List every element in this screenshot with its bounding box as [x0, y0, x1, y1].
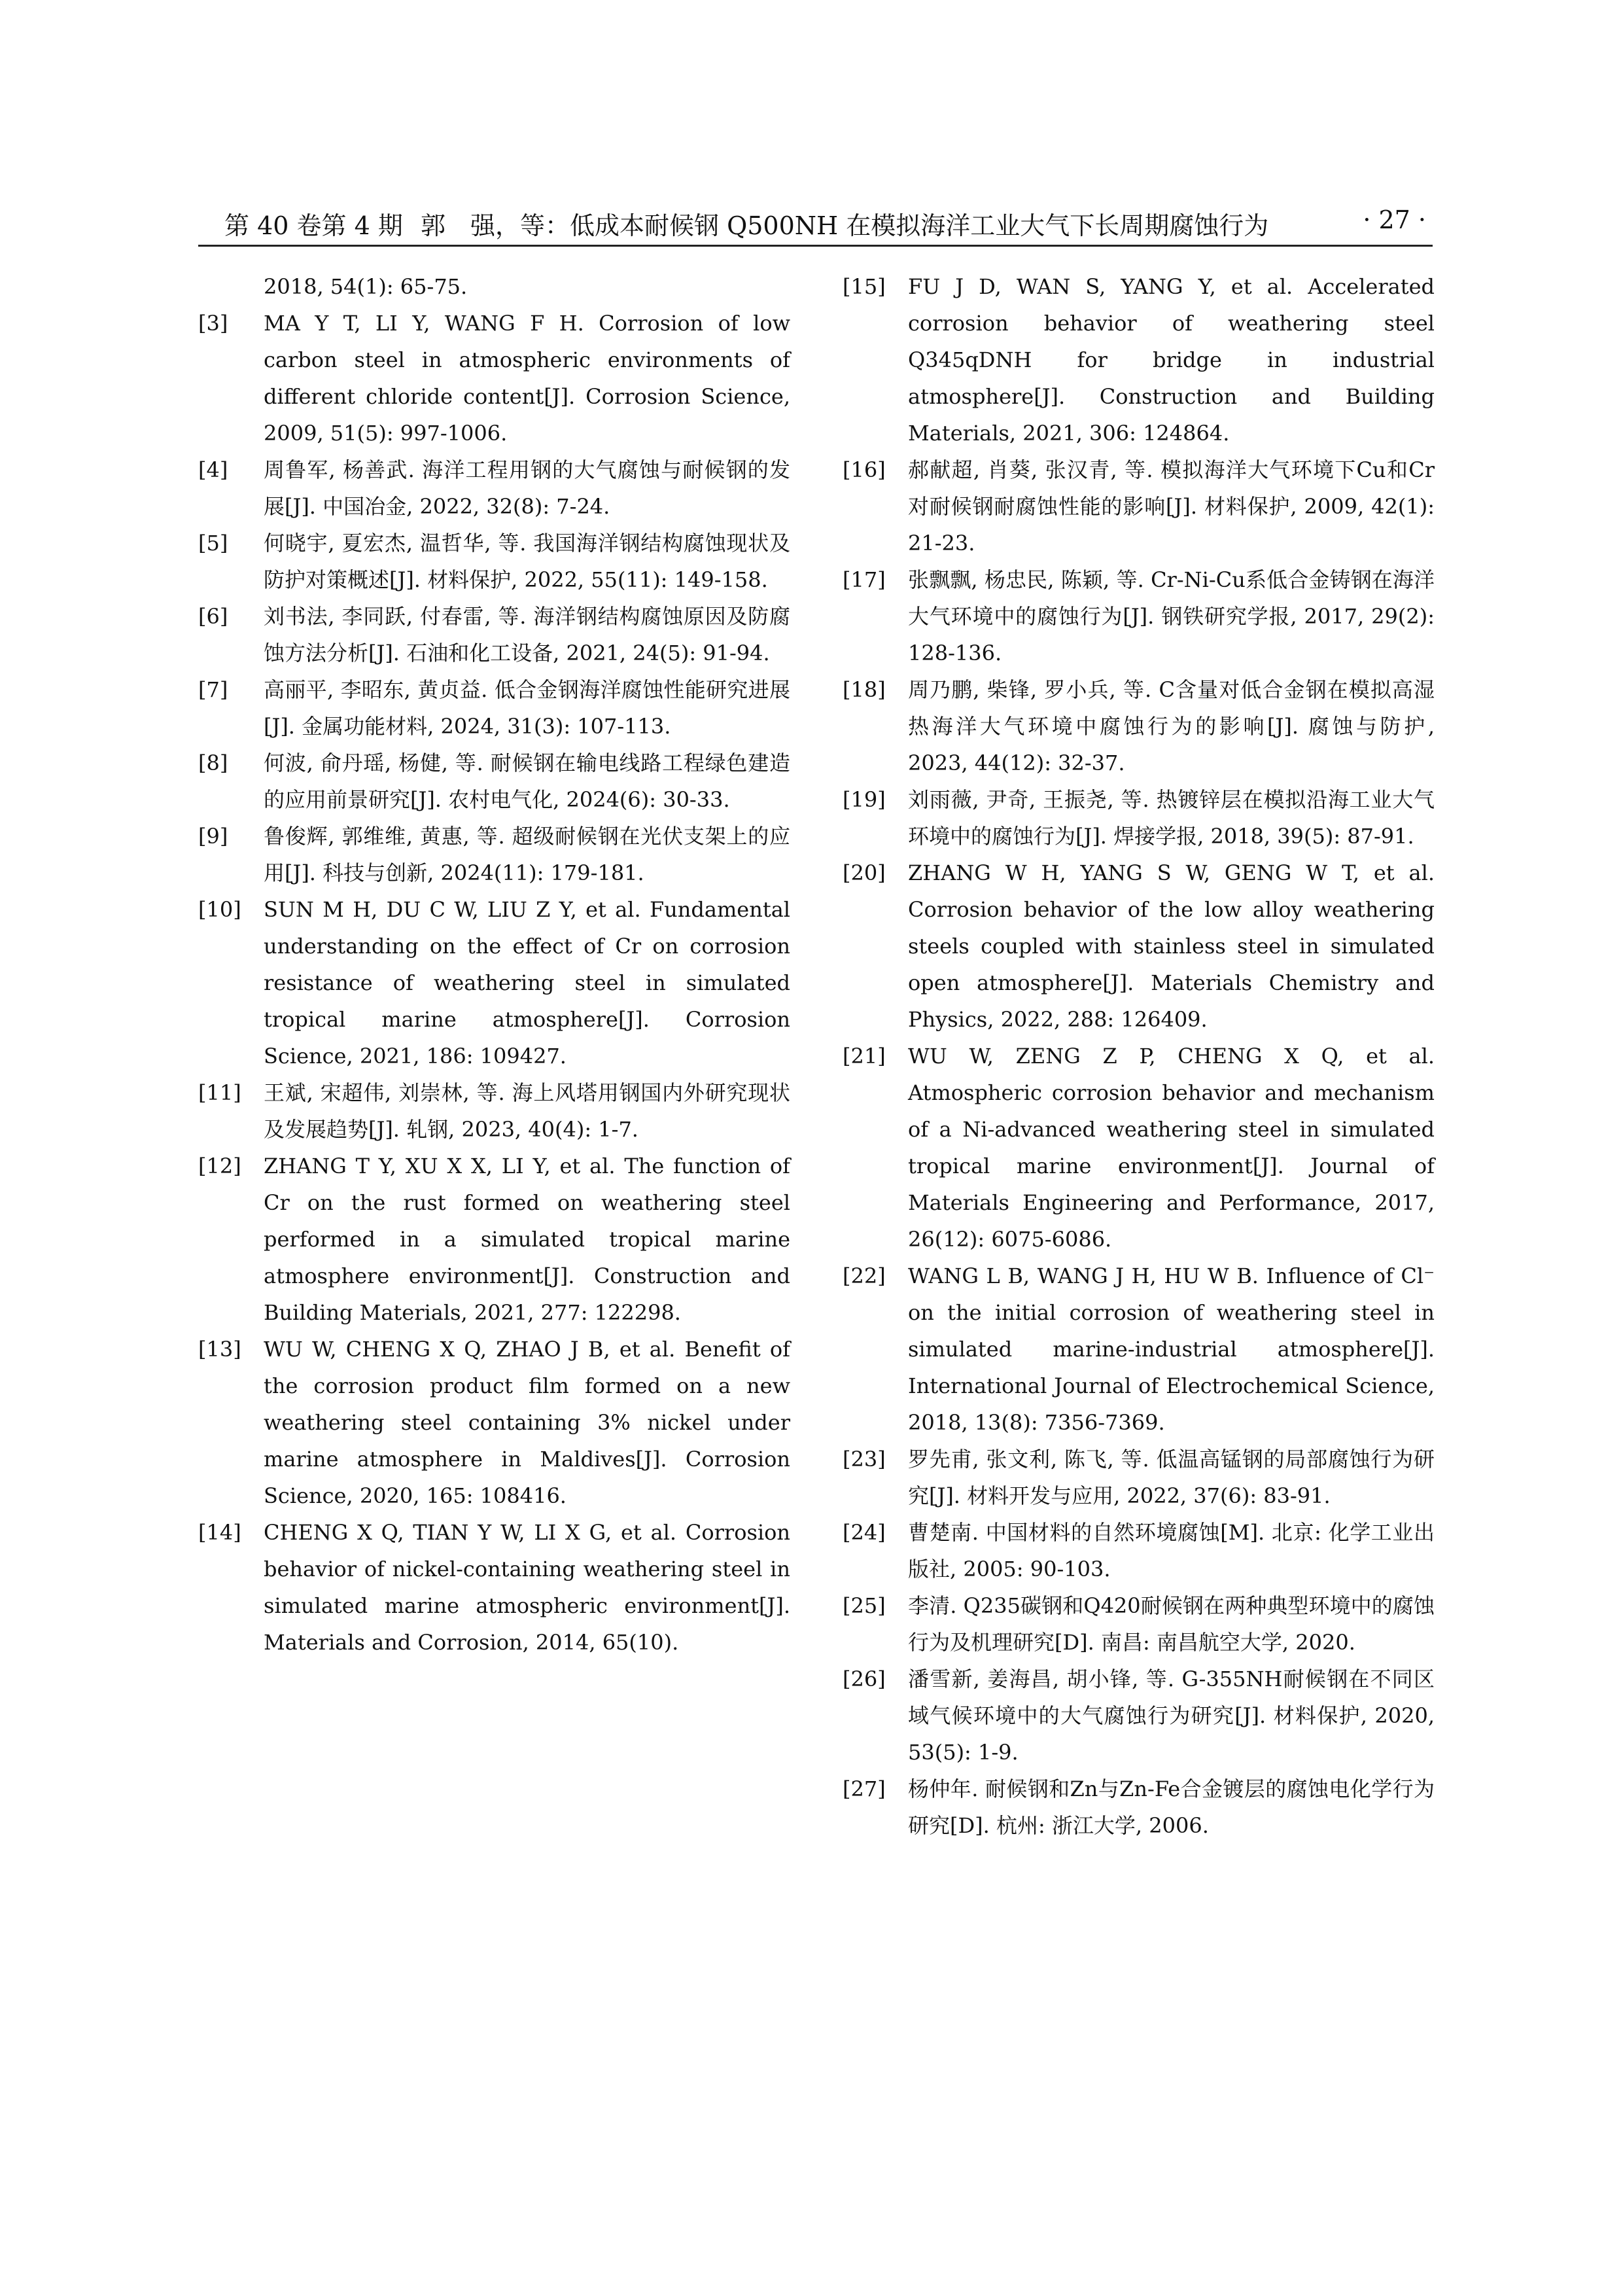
- reference-text: 刘雨薇, 尹奇, 王振尧, 等. 热镀锌层在模拟沿海工业大气环境中的腐蚀行为[J]. 焊接学报, 2018, 39(5): 87-91.: [908, 787, 1435, 849]
- reference-entry: [843, 1587, 1435, 1661]
- reference-number: [20]: [843, 860, 886, 885]
- reference-number: [17]: [843, 567, 886, 592]
- reference-entry: [198, 305, 790, 451]
- reference-text: 鲁俊辉, 郭维维, 黄惠, 等. 超级耐候钢在光伏支架上的应用[J]. 科技与创新, 2024(11): 179-181.: [264, 824, 790, 885]
- journal-issue: 第 40 卷第 4 期: [224, 211, 403, 240]
- reference-number: [12]: [198, 1154, 241, 1178]
- reference-entry: [843, 1258, 1435, 1441]
- reference-number: [6]: [198, 604, 228, 629]
- reference-number: [7]: [198, 677, 228, 702]
- reference-entry: [843, 855, 1435, 1038]
- reference-entry: [198, 1148, 790, 1331]
- reference-text: 刘书法, 李同跃, 付春雷, 等. 海洋钢结构腐蚀原因及防腐蚀方法分析[J]. 石油和化工设备, 2021, 24(5): 91-94.: [264, 604, 790, 665]
- reference-number: [5]: [198, 531, 228, 556]
- reference-continuation: 2018, 54(1): 65-75.: [264, 274, 468, 299]
- reference-entry: [198, 1074, 790, 1148]
- reference-number: [26]: [843, 1667, 886, 1691]
- reference-entry: [843, 1441, 1435, 1514]
- reference-entry: [843, 268, 1435, 451]
- reference-entry: [198, 451, 790, 525]
- reference-text: 何波, 俞丹瑶, 杨健, 等. 耐候钢在输电线路工程绿色建造的应用前景研究[J]. 农村电气化, 2024(6): 30-33.: [264, 751, 790, 812]
- reference-number: [21]: [843, 1044, 886, 1069]
- reference-number: [11]: [198, 1080, 241, 1105]
- reference-number: [25]: [843, 1593, 886, 1618]
- reference-entry: [843, 671, 1435, 781]
- reference-number: [14]: [198, 1520, 241, 1545]
- reference-text: CHENG X Q, TIAN Y W, LI X G, et al. Corrosion behavior of nickel-containing weathering steel in simulated marine atmospheric environment[J]. Materials and Corrosion, 2014, 65(10).: [264, 1520, 790, 1655]
- reference-entry: [198, 671, 790, 745]
- reference-text: FU J D, WAN S, YANG Y, et al. Accelerated corrosion behavior of weathering steel Q345qDNH for bridge in industrial atmosphere[J]. Construction and Building Materials, 2021, 306: 124864.: [908, 274, 1435, 446]
- reference-number: [4]: [198, 457, 228, 482]
- reference-text: 王斌, 宋超伟, 刘崇林, 等. 海上风塔用钢国内外研究现状及发展趋势[J]. 轧钢, 2023, 40(4): 1-7.: [264, 1080, 790, 1142]
- reference-text: MA Y T, LI Y, WANG F H. Corrosion of low carbon steel in atmospheric environments of different chloride content[J]. Corrosion Science, 2009, 51(5): 997-1006.: [264, 311, 790, 446]
- reference-text: 罗先甫, 张文利, 陈飞, 等. 低温高锰钢的局部腐蚀行为研究[J]. 材料开发与应用, 2022, 37(6): 83-91.: [908, 1447, 1435, 1508]
- reference-entry: [843, 561, 1435, 671]
- reference-number: [16]: [843, 457, 886, 482]
- reference-entry: [198, 1331, 790, 1514]
- reference-entry: [843, 1661, 1435, 1771]
- reference-text: 杨仲年. 耐候钢和Zn与Zn-Fe合金镀层的腐蚀电化学行为研究[D]. 杭州: 浙江大学, 2006.: [908, 1776, 1435, 1838]
- reference-entry: [843, 781, 1435, 855]
- reference-number: [13]: [198, 1337, 241, 1362]
- reference-entry: [198, 891, 790, 1074]
- reference-entry: [198, 525, 790, 598]
- reference-number: [19]: [843, 787, 886, 812]
- reference-text: WANG L B, WANG J H, HU W B. Influence of Cl⁻ on the initial corrosion of weathering steel in simulated marine-industrial atmosphere[J]. International Journal of Electrochemical Science, 2018, 13(8): 7356-7369.: [908, 1263, 1435, 1435]
- reference-text: WU W, ZENG Z P, CHENG X Q, et al. Atmospheric corrosion behavior and mechanism of a Ni-advanced weathering steel in simulated tropical marine environment[J]. Journal of Materials Engineering and Performance, 2017, 26(12): 6075-6086.: [908, 1044, 1435, 1252]
- reference-text: 周鲁军, 杨善武. 海洋工程用钢的大气腐蚀与耐候钢的发展[J]. 中国冶金, 2022, 32(8): 7-24.: [264, 457, 790, 519]
- reference-entry: [843, 1771, 1435, 1844]
- reference-text: 周乃鹏, 柴锋, 罗小兵, 等. C含量对低合金钢在模拟高湿热海洋大气环境中腐蚀行为的影响[J]. 腐蚀与防护, 2023, 44(12): 32-37.: [908, 677, 1435, 775]
- reference-column-right: [843, 268, 1435, 1844]
- reference-number: [18]: [843, 677, 886, 702]
- reference-entry: [843, 1038, 1435, 1258]
- reference-entry: [198, 745, 790, 818]
- reference-entry: [198, 818, 790, 891]
- reference-text: 何晓宇, 夏宏杰, 温哲华, 等. 我国海洋钢结构腐蚀现状及防护对策概述[J]. 材料保护, 2022, 55(11): 149-158.: [264, 531, 790, 592]
- reference-text: ZHANG W H, YANG S W, GENG W T, et al. Corrosion behavior of the low alloy weathering steels coupled with stainless steel in simulated open atmosphere[J]. Materials Chemistry and Physics, 2022, 288: 126409.: [908, 860, 1435, 1032]
- reference-entry: [843, 451, 1435, 561]
- reference-entry: [198, 1514, 790, 1661]
- reference-number: [8]: [198, 751, 228, 775]
- reference-entry: [843, 1514, 1435, 1587]
- reference-number: [27]: [843, 1776, 886, 1801]
- reference-text: SUN M H, DU C W, LIU Z Y, et al. Fundamental understanding on the effect of Cr on corrosion resistance of weathering steel in simulated tropical marine atmosphere[J]. Corrosion Science, 2021, 186: 109427.: [264, 897, 790, 1069]
- header-rule: [198, 245, 1433, 247]
- reference-number: [22]: [843, 1263, 886, 1288]
- reference-text: WU W, CHENG X Q, ZHAO J B, et al. Benefit of the corrosion product film formed on a new weathering steel containing 3% nickel under marine atmosphere in Maldives[J]. Corrosion Science, 2020, 165: 108416.: [264, 1337, 790, 1508]
- page-number: · 27 ·: [1363, 205, 1426, 234]
- reference-number: [10]: [198, 897, 241, 922]
- reference-text: 张飘飘, 杨忠民, 陈颖, 等. Cr-Ni-Cu系低合金铸钢在海洋大气环境中的腐蚀行为[J]. 钢铁研究学报, 2017, 29(2): 128-136.: [908, 567, 1435, 665]
- reference-number: [15]: [843, 274, 886, 299]
- reference-number: [9]: [198, 824, 228, 849]
- reference-entry: [198, 598, 790, 671]
- article-running-title: 郭 强，等：低成本耐候钢 Q500NH 在模拟海洋工业大气下长周期腐蚀行为: [421, 211, 1269, 240]
- reference-number: [23]: [843, 1447, 886, 1472]
- reference-text: 郝献超, 肖葵, 张汉青, 等. 模拟海洋大气环境下Cu和Cr对耐候钢耐腐蚀性能的影响[J]. 材料保护, 2009, 42(1): 21-23.: [908, 457, 1435, 556]
- reference-text: 李清. Q235碳钢和Q420耐候钢在两种典型环境中的腐蚀行为及机理研究[D]. 南昌: 南昌航空大学, 2020.: [908, 1593, 1435, 1655]
- running-header: [198, 196, 1433, 242]
- reference-number: [24]: [843, 1520, 886, 1545]
- reference-text: ZHANG T Y, XU X X, LI Y, et al. The function of Cr on the rust formed on weathering steel performed in a simulated tropical marine atmosphere environment[J]. Construction and Building Materials, 2021, 277: 122298.: [264, 1154, 790, 1325]
- reference-number: [3]: [198, 311, 228, 336]
- reference-column-left: [198, 268, 790, 1661]
- reference-text: 高丽平, 李昭东, 黄贞益. 低合金钢海洋腐蚀性能研究进展[J]. 金属功能材料, 2024, 31(3): 107-113.: [264, 677, 790, 739]
- reference-text: 潘雪新, 姜海昌, 胡小锋, 等. G-355NH耐候钢在不同区域气候环境中的大气腐蚀行为研究[J]. 材料保护, 2020, 53(5): 1-9.: [908, 1667, 1435, 1765]
- reference-text: 曹楚南. 中国材料的自然环境腐蚀[M]. 北京: 化学工业出版社, 2005: 90-103.: [908, 1520, 1435, 1581]
